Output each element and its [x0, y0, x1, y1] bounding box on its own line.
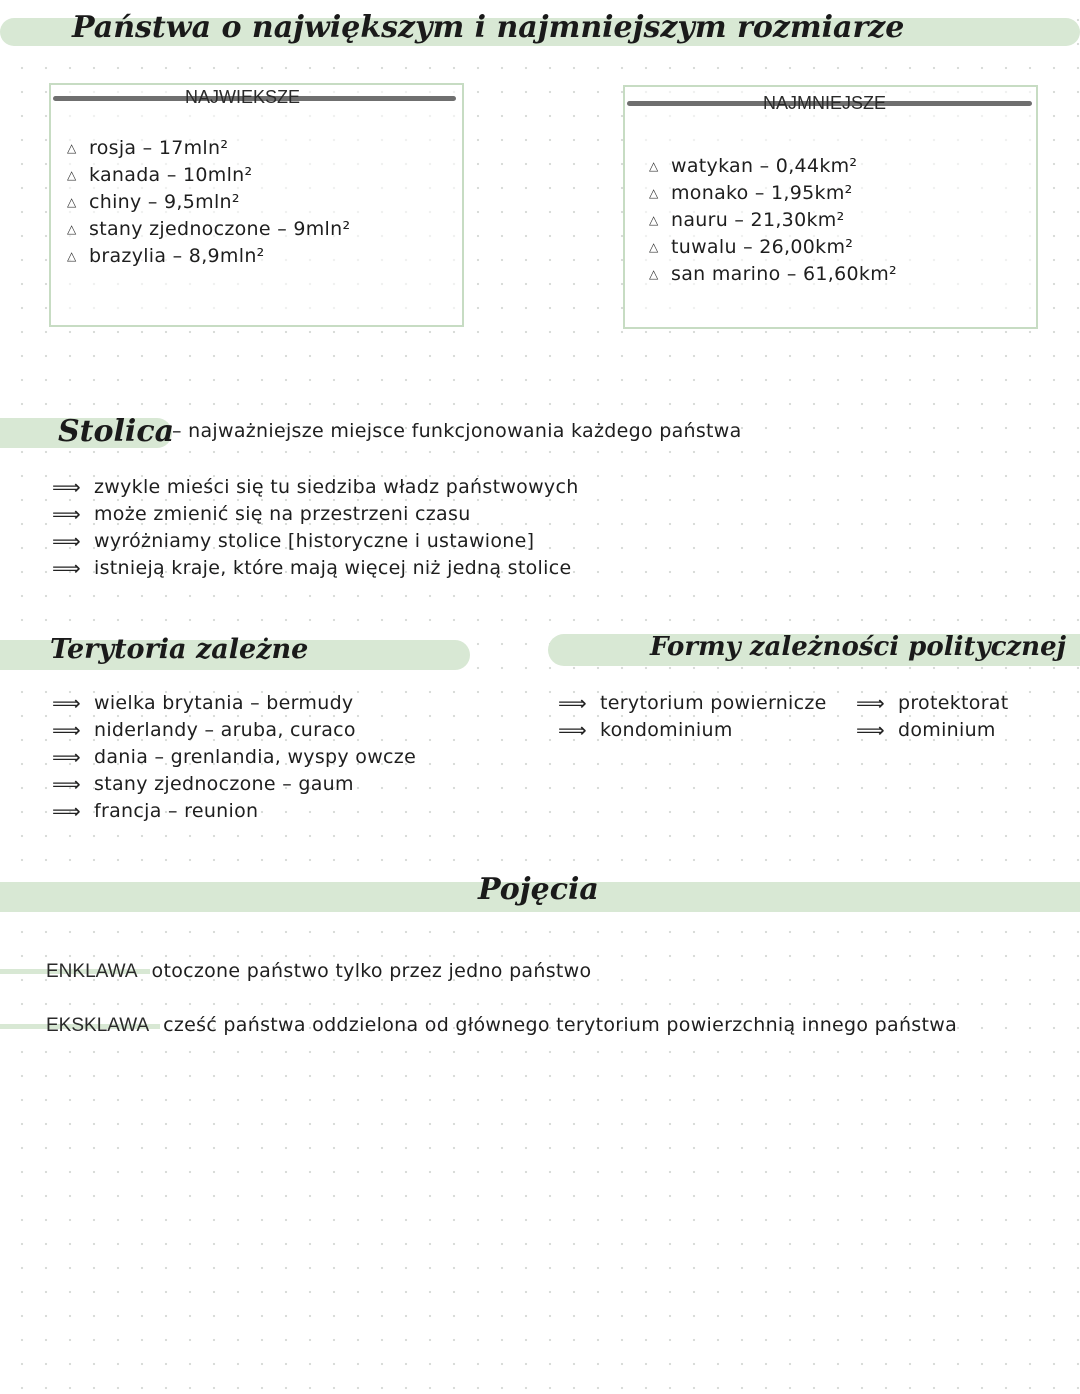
largest-countries-box [49, 83, 464, 327]
triangle-outline-icon: △ [649, 159, 659, 173]
list-item: ⟹ może zmienić się na przestrzeni czasu [52, 502, 471, 526]
largest-list [67, 135, 350, 270]
smallest-countries-box [623, 85, 1038, 329]
capital-points [52, 474, 579, 582]
triangle-outline-icon: △ [649, 186, 659, 200]
double-arrow-icon: ⟹ [52, 556, 81, 580]
triangle-outline-icon: △ [67, 141, 77, 155]
list-item: △ brazylia – 8,9mln² [67, 243, 350, 270]
double-arrow-icon: ⟹ [52, 799, 81, 823]
triangle-outline-icon: △ [649, 213, 659, 227]
forms-col1 [558, 690, 827, 744]
double-arrow-icon: ⟹ [52, 745, 81, 769]
double-arrow-icon: ⟹ [52, 475, 81, 499]
territories-heading: Terytoria zależne [50, 634, 309, 665]
double-arrow-icon: ⟹ [52, 718, 81, 742]
double-arrow-icon: ⟹ [52, 502, 81, 526]
smallest-list [649, 153, 897, 288]
triangle-outline-icon: △ [67, 249, 77, 263]
largest-heading: NAJWIEKSZE [185, 87, 301, 107]
triangle-outline-icon: △ [649, 267, 659, 281]
triangle-outline-icon: △ [649, 240, 659, 254]
list-item: △ watykan – 0,44km² [649, 153, 897, 180]
list-item: △ rosja – 17mln² [67, 135, 350, 162]
double-arrow-icon: ⟹ [856, 691, 885, 715]
double-arrow-icon: ⟹ [856, 718, 885, 742]
list-item: △ tuwalu – 26,00km² [649, 234, 897, 261]
double-arrow-icon: ⟹ [52, 529, 81, 553]
list-item: ⟹ istnieją kraje, które mają więcej niż jedną stolice [52, 556, 572, 580]
list-item: △ san marino – 61,60km² [649, 261, 897, 288]
list-item: ⟹ dominium [856, 718, 996, 742]
concept-definition: cześć państwa oddzielona od głównego terytorium powierzchnią innego państwa [163, 1014, 958, 1036]
capital-definition: – najważniejsze miejsce funkcjonowania każdego państwa [172, 420, 742, 442]
list-item: ⟹ dania – grenlandia, wyspy owcze [52, 745, 417, 769]
list-item: △ monako – 1,95km² [649, 180, 897, 207]
list-item: ⟹ stany zjednoczone – gaum [52, 772, 354, 796]
list-item: △ chiny – 9,5mln² [67, 189, 350, 216]
concepts-heading: Pojęcia [478, 872, 599, 907]
list-item: ⟹ protektorat [856, 691, 1009, 715]
list-item: △ kanada – 10mln² [67, 162, 350, 189]
double-arrow-icon: ⟹ [52, 772, 81, 796]
capital-heading: Stolica [58, 414, 175, 449]
territories-list [52, 690, 416, 825]
concept-definition: otoczone państwo tylko przez jedno państwo [151, 960, 592, 982]
forms-heading: Formy zależności politycznej [650, 632, 1067, 662]
list-item: ⟹ niderlandy – aruba, curaco [52, 718, 356, 742]
concept-row-enklawa [46, 960, 591, 983]
list-item: ⟹ francja – reunion [52, 799, 259, 823]
list-item: ⟹ kondominium [558, 718, 733, 742]
triangle-outline-icon: △ [67, 222, 77, 236]
list-item: ⟹ wyróżniamy stolice [historyczne i ustawione] [52, 529, 535, 553]
double-arrow-icon: ⟹ [558, 691, 587, 715]
list-item: ⟹ terytorium powiernicze [558, 691, 827, 715]
concept-term: EKSKLAWA [46, 1015, 150, 1036]
list-item: ⟹ zwykle mieści się tu siedziba władz państwowych [52, 475, 579, 499]
list-item: △ stany zjednoczone – 9mln² [67, 216, 350, 243]
concept-row-eksklawa [46, 1014, 957, 1037]
double-arrow-icon: ⟹ [52, 691, 81, 715]
list-item: △ nauru – 21,30km² [649, 207, 897, 234]
double-arrow-icon: ⟹ [558, 718, 587, 742]
triangle-outline-icon: △ [67, 168, 77, 182]
forms-col2 [856, 690, 1009, 744]
triangle-outline-icon: △ [67, 195, 77, 209]
concept-term: ENKLAWA [46, 961, 138, 982]
page-title: Państwa o największym i najmniejszym rozmiarze [72, 10, 905, 45]
list-item: ⟹ wielka brytania – bermudy [52, 691, 354, 715]
smallest-heading: NAJMNIEJSZE [763, 93, 887, 113]
